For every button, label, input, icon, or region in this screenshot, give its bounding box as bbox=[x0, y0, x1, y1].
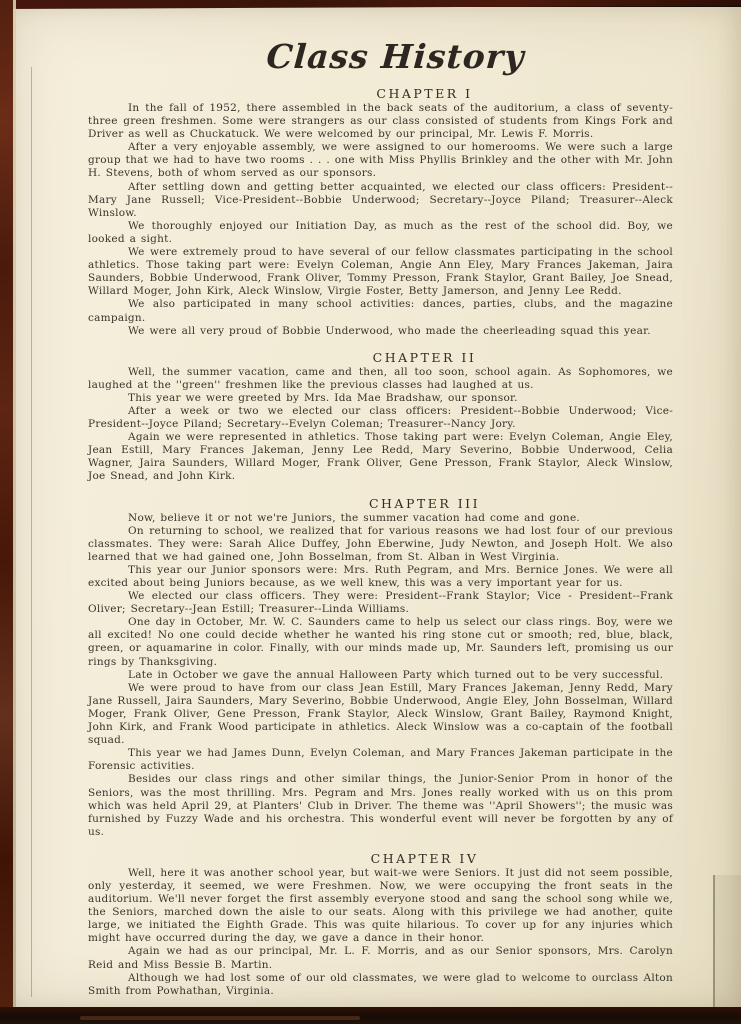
paragraph: We elected our class officers. They were: President--Frank Staylor; Vice - President--Frank Oliver; Secretary--Jean Estill; Treasurer--Linda Williams. bbox=[88, 590, 673, 616]
chapter-heading: CHAPTER III bbox=[368, 495, 481, 511]
paragraph: We thoroughly enjoyed our Initiation Day, as much as the rest of the school did. Boy, we looked a sight. bbox=[88, 219, 673, 245]
paragraph: After a week or two we elected our class officers: President--Bobbie Underwood; Vice-President--Joyce Piland; Secretary--Evelyn Coleman; Treasurer--Nancy Jory. bbox=[88, 404, 673, 431]
paragraph: Well, the summer vacation, came and then, all too soon, school again. As Sophomores, we laughed at the ''green'' freshmen like the previous classes had laughed at us. bbox=[88, 365, 673, 391]
page-corner-shadow bbox=[715, 875, 741, 1007]
paragraph: On returning to school, we realized that for various reasons we had lost four of our previous classmates. They were: Sarah Alice Duffey, John Eberwine, Judy Newton, and Joseph Holt. We also learned that we had gained one, John Bosselman, from St. Alban in West Virginia. bbox=[88, 524, 673, 563]
paragraph: This year our Junior sponsors were: Mrs. Ruth Pegram, and Mrs. Bernice Jones. We were all excited about being Juniors because, as we well knew, this was a very important year for us. bbox=[88, 563, 673, 589]
chapter-section-3 bbox=[88, 496, 673, 839]
paragraph: Again we were represented in athletics. Those taking part were: Evelyn Coleman, Angie Eley, Jean Estill, Mary Frances Jakeman, Jenny Lee Redd, Mary Severino, Bobbie Underwood, Celia Wagner, Jaira Saunders, Willard Moger, Frank Oliver, Gene Presson, Frank Staylor, Aleck Winslow, Joe Snead, and John Kirk. bbox=[88, 431, 673, 483]
paragraph: Again we had as our principal, Mr. L. F. Morris, and as our Senior sponsors, Mrs. Carolyn Reid and Miss Bessie B. Martin. bbox=[88, 945, 673, 971]
chapter-section-4 bbox=[88, 851, 673, 998]
paragraph: This year we had James Dunn, Evelyn Coleman, and Mary Frances Jakeman participate in the Forensic activities. bbox=[88, 747, 673, 773]
chapter-section-2 bbox=[88, 350, 673, 484]
book-page-edge-highlight bbox=[13, 0, 16, 1024]
paragraph: We were extremely proud to have several of our fellow classmates participating in the school athletics. Those taking part were: Evelyn Coleman, Angie Ann Eley, Mary Frances Jakeman, Jaira Saunders, Bobbie Underwood, Frank Oliver, Tommy Presson, Frank Staylor, Grant Bailey, Joe Snead, Willard Moger, John Kirk, Aleck Winslow, Virgie Foster, Betty Jamerson, and Jenny Lee Redd. bbox=[88, 246, 673, 298]
paragraph: Besides our class rings and other similar things, the Junior-Senior Prom in honor of the Seniors, was the most thrilling. Mrs. Pegram and Mrs. Jones really worked with us on this prom which was held April 29, at Planters' Club in Driver. The theme was ''April Showers''; the music was furnished by Fuzzy Wade and his orchestra. This wonderful event will never be forgotten by any of us. bbox=[88, 773, 673, 838]
paragraph: One day in October, Mr. W. C. Saunders came to help us select our class rings. Boy, were we all excited! No one could decide whether he wanted his ring stone cut or smooth; red, blue, black, green, or aquamarine in color. Finally, with our minds made up, Mr. Saunders left, promising us our rings by Thanksgiving. bbox=[88, 616, 673, 668]
book-binding-bottom bbox=[0, 1007, 741, 1024]
paragraph: Well, here it was another school year, but wait-we were Seniors. It just did not seem possible, only yesterday, it seemed, we were Freshmen. Now, we were occupying the front seats in the auditorium. We'll never forget the first assembly everyone stood and sang the school song while we, the Seniors, marched down the aisle to our seats. Along with this privilege we had another, quite large, we initiated the Eighth Grade. This was quite hilarious. To cover up for any injuries which might have occurred during the day, we gave a dance in their honor. bbox=[88, 866, 673, 945]
paragraph: After a very enjoyable assembly, we were assigned to our homerooms. We were such a large group that we had to have two rooms . . . one with Miss Phyllis Brinkley and the other with Mr. John H. Stevens, both of whom served as our sponsors. bbox=[88, 141, 673, 180]
paragraph: In the fall of 1952, there assembled in the back seats of the auditorium, a class of seventy-three green freshmen. Some were strangers as our class consisted of students from Kings Fork and Driver as well as Chuckatuck. We were welcomed by our principal, Mr. Lewis F. Morris. bbox=[88, 102, 673, 141]
paragraph: We were all very proud of Bobbie Underwood, who made the cheerleading squad this year. bbox=[128, 324, 651, 337]
paragraph: Now, believe it or not we're Juniors, the summer vacation had come and gone. bbox=[128, 511, 580, 524]
chapter-heading: CHAPTER II bbox=[372, 349, 477, 365]
paragraph: We were proud to have from our class Jean Estill, Mary Frances Jakeman, Jenny Redd, Mary Jane Russell, Jaira Saunders, Mary Severino, Bobbie Underwood, Angie Eley, John Bosselman, Willard Moger, Frank Oliver, Gene Presson, Frank Staylor, Aleck Winslow, Grant Bailey, Raymond Knight, John Kirk, and Frank Wood participate in athletics. Aleck Winslow was a co-captain of the football squad. bbox=[88, 681, 673, 747]
page-title: Class History bbox=[265, 37, 526, 76]
paragraph: This year we were greeted by Mrs. Ida Mae Bradshaw, our sponsor. bbox=[128, 391, 518, 404]
book-binding-left bbox=[0, 0, 13, 1024]
paragraph: Late in October we gave the annual Halloween Party which turned out to be very successful. bbox=[128, 668, 664, 681]
chapter-heading: CHAPTER I bbox=[376, 86, 473, 101]
paragraph: Although we had lost some of our old classmates, we were glad to welcome to ourclass Alton Smith from Powhathan, Virginia. bbox=[88, 971, 673, 997]
paragraph: After settling down and getting better acquainted, we elected our class officers: President--Mary Jane Russell; Vice-President--Bobbie Underwood; Secretary--Joyce Piland; Treasurer--Aleck Winslow. bbox=[88, 180, 673, 219]
page bbox=[13, 7, 741, 1007]
binding-sheen bbox=[80, 1016, 360, 1020]
page-content bbox=[88, 37, 673, 998]
paragraph: We also participated in many school activities: dances, parties, clubs, and the magazine campaign. bbox=[88, 298, 673, 324]
chapter-heading: CHAPTER IV bbox=[370, 850, 479, 866]
page-crease-line bbox=[31, 67, 32, 997]
chapter-section-1 bbox=[88, 86, 673, 338]
